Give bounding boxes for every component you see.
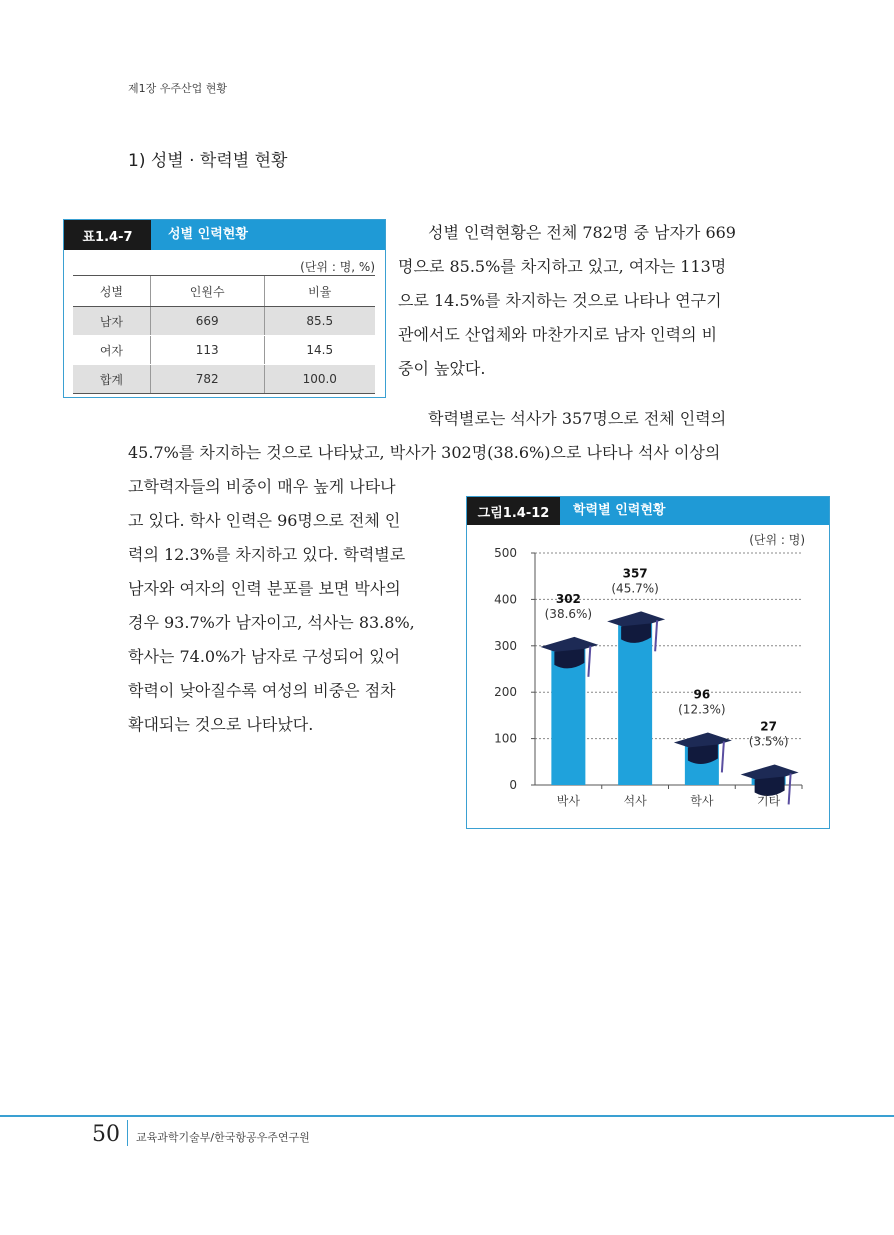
- data-label-value: 357: [622, 566, 648, 581]
- column-header: 성별: [73, 276, 150, 307]
- paragraph-education-continued: [128, 470, 431, 742]
- table-cell: 남자: [73, 307, 150, 336]
- education-bar-chart: [467, 525, 829, 825]
- data-label-percent: (12.3%): [678, 702, 726, 717]
- data-label-percent: (45.7%): [611, 581, 659, 596]
- figure-tag: 그림1.4-12: [467, 497, 560, 525]
- text-line: 성별 인력현황은 전체 782명 중 남자가 669: [428, 223, 736, 242]
- table-row: [73, 336, 375, 365]
- text-line: 확대되는 것으로 나타났다.: [128, 715, 314, 734]
- gender-staff-table: [73, 275, 375, 394]
- table-header-row: [73, 276, 375, 307]
- text-line: 중이 높았다.: [398, 359, 486, 378]
- x-tick-label: 학사: [690, 794, 714, 808]
- table-row: [73, 365, 375, 394]
- footer-organization: 교육과학기술부/한국항공우주연구원: [136, 1131, 310, 1144]
- text-line: 명으로 85.5%를 차지하고 있고, 여자는 113명: [398, 257, 727, 276]
- table-cell: 669: [150, 307, 264, 336]
- y-tick-label: 300: [494, 638, 517, 653]
- text-line: 고학력자들의 비중이 매우 높게 나타나: [128, 477, 396, 496]
- footer-rule: [0, 1115, 894, 1117]
- y-tick-label: 100: [494, 731, 517, 746]
- paragraph-education: [128, 402, 770, 470]
- text-line: 관에서도 산업체와 마찬가지로 남자 인력의 비: [398, 325, 718, 344]
- x-tick-label: 석사: [623, 794, 647, 808]
- footer-separator: [127, 1120, 128, 1146]
- table-cell: 합계: [73, 365, 150, 394]
- table-title: 성별 인력현황: [168, 227, 248, 242]
- text-line: 학사는 74.0%가 남자로 구성되어 있어: [128, 647, 401, 666]
- y-tick-label: 0: [509, 778, 517, 792]
- paragraph-gender: [398, 216, 770, 386]
- table-cell: 85.5: [264, 307, 375, 336]
- text-line: 고 있다. 학사 인력은 96명으로 전체 인: [128, 511, 401, 530]
- column-header: 비율: [264, 276, 375, 307]
- table-cell: 100.0: [264, 365, 375, 394]
- data-label-percent: (3.5%): [748, 734, 789, 749]
- table-cell: 782: [150, 365, 264, 394]
- text-line: 경우 93.7%가 남자이고, 석사는 83.8%,: [128, 613, 415, 632]
- x-tick-label: 박사: [556, 794, 580, 808]
- y-tick-label: 400: [494, 592, 517, 607]
- data-label-value: 302: [555, 591, 581, 606]
- figure-unit: (단위 : 명): [749, 533, 805, 547]
- bar: [618, 619, 652, 785]
- data-label-value: 96: [693, 687, 711, 702]
- table-box: [63, 219, 386, 398]
- x-tick-label: 기타: [757, 794, 781, 808]
- y-tick-label: 500: [494, 546, 517, 560]
- y-tick-label: 200: [494, 685, 517, 700]
- data-label-percent: (38.6%): [544, 606, 593, 621]
- table-cell: 여자: [73, 336, 150, 365]
- text-line: 학력별로는 석사가 357명으로 전체 인력의: [428, 409, 727, 428]
- table-unit: (단위 : 명, %): [300, 260, 375, 274]
- text-line: 력의 12.3%를 차지하고 있다. 학력별로: [128, 545, 406, 564]
- text-line: 45.7%를 차지하는 것으로 나타났고, 박사가 302명(38.6%)으로 나타나 석사 이상의: [128, 443, 721, 462]
- text-line: 남자와 여자의 인력 분포를 보면 박사의: [128, 579, 401, 598]
- table-row: [73, 307, 375, 336]
- data-label-value: 27: [760, 719, 777, 734]
- text-line: 학력이 낮아질수록 여성의 비중은 점차: [128, 681, 396, 700]
- running-header: 제1장 우주산업 현황: [128, 82, 227, 95]
- figure-title: 학력별 인력현황: [573, 503, 666, 518]
- figure-box: [466, 496, 830, 829]
- page-number: 50: [92, 1122, 120, 1147]
- column-header: 인원수: [150, 276, 264, 307]
- table-cell: 14.5: [264, 336, 375, 365]
- table-tag: 표1.4-7: [64, 220, 151, 250]
- table-cell: 113: [150, 336, 264, 365]
- text-line: 으로 14.5%를 차지하는 것으로 나타나 연구기: [398, 291, 722, 310]
- section-heading: 1) 성별 · 학력별 현황: [128, 151, 288, 171]
